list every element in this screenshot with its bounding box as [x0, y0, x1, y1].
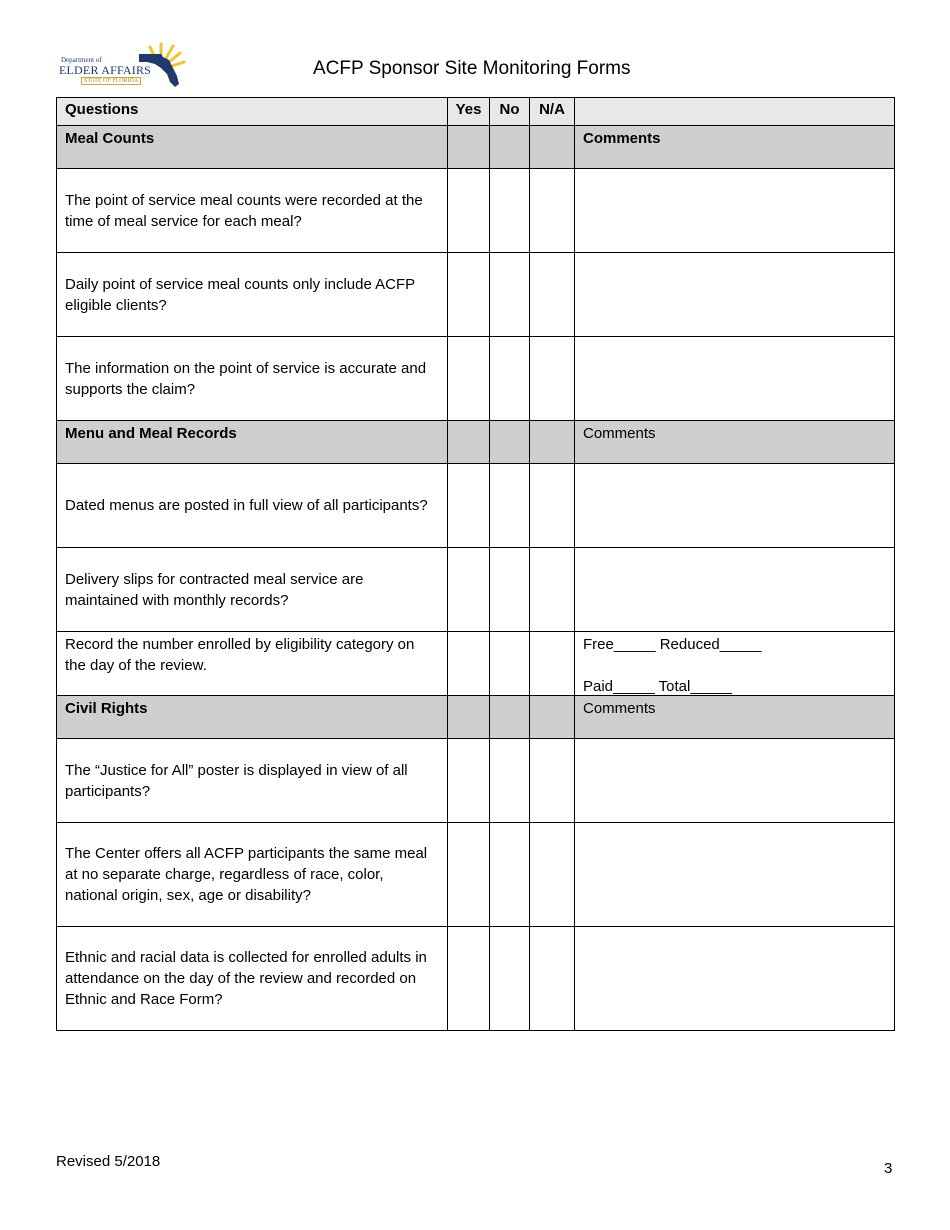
yes-cell [448, 696, 490, 739]
table-row [57, 548, 895, 632]
section-row-meal-counts [57, 126, 895, 169]
table-row [57, 169, 895, 253]
table-row [57, 739, 895, 823]
no-cell [490, 421, 530, 464]
section-row-menu-meal-records [57, 421, 895, 464]
section-comments-label: Comments [575, 696, 895, 739]
document-title: ACFP Sponsor Site Monitoring Forms [313, 58, 631, 79]
monitoring-table [56, 97, 895, 1031]
elder-affairs-logo [57, 40, 187, 88]
comments-header [575, 98, 895, 126]
comments-cell[interactable] [575, 823, 895, 927]
comments-cell[interactable] [575, 739, 895, 823]
no-cell [490, 126, 530, 169]
yes-cell[interactable] [448, 632, 490, 696]
no-cell[interactable] [490, 337, 530, 421]
section-title: Menu and Meal Records [57, 421, 448, 464]
revised-date: Revised 5/2018 [56, 1153, 161, 1170]
question-text: Dated menus are posted in full view of all participants? [57, 464, 448, 548]
na-cell[interactable] [530, 337, 575, 421]
yes-cell[interactable] [448, 337, 490, 421]
yes-cell[interactable] [448, 823, 490, 927]
section-comments-label: Comments [575, 421, 895, 464]
na-cell[interactable] [530, 739, 575, 823]
na-cell [530, 696, 575, 739]
question-text: The “Justice for All” poster is displayed in view of all participants? [57, 739, 448, 823]
na-cell[interactable] [530, 927, 575, 1031]
table-header-row [57, 98, 895, 126]
table-row [57, 823, 895, 927]
comments-cell[interactable] [575, 548, 895, 632]
na-cell[interactable] [530, 823, 575, 927]
enrollment-comments-cell[interactable] [575, 632, 895, 696]
comments-cell[interactable] [575, 169, 895, 253]
question-text: Daily point of service meal counts only include ACFP eligible clients? [57, 253, 448, 337]
na-cell[interactable] [530, 548, 575, 632]
yes-cell [448, 126, 490, 169]
comments-cell[interactable] [575, 927, 895, 1031]
section-title: Civil Rights [57, 696, 448, 739]
no-header: No [490, 98, 530, 126]
enrollment-row [57, 632, 895, 696]
section-comments-label: Comments [575, 126, 895, 169]
question-text: The Center offers all ACFP participants the same meal at no separate charge, regardless of race, color, national origin, sex, age or disability? [57, 823, 448, 927]
yes-cell[interactable] [448, 253, 490, 337]
yes-cell[interactable] [448, 464, 490, 548]
no-cell[interactable] [490, 548, 530, 632]
na-cell [530, 126, 575, 169]
yes-cell[interactable] [448, 739, 490, 823]
comments-cell[interactable] [575, 337, 895, 421]
yes-cell[interactable] [448, 169, 490, 253]
question-text: Record the number enrolled by eligibility category on the day of the review. [57, 632, 448, 696]
paid-total-line: Paid_____ Total_____ [583, 678, 733, 695]
section-row-civil-rights [57, 696, 895, 739]
no-cell[interactable] [490, 464, 530, 548]
table-row [57, 253, 895, 337]
no-cell [490, 696, 530, 739]
na-cell[interactable] [530, 632, 575, 696]
no-cell[interactable] [490, 823, 530, 927]
logo-state-text: STATE OF FLORIDA [81, 77, 141, 85]
no-cell[interactable] [490, 632, 530, 696]
table-row [57, 927, 895, 1031]
yes-cell[interactable] [448, 548, 490, 632]
question-text: Ethnic and racial data is collected for enrolled adults in attendance on the day of the review and recorded on Ethnic and Race Form? [57, 927, 448, 1031]
yes-cell [448, 421, 490, 464]
yes-cell[interactable] [448, 927, 490, 1031]
no-cell[interactable] [490, 169, 530, 253]
page-number: 3 [884, 1160, 893, 1177]
questions-header: Questions [57, 98, 448, 126]
question-text: Delivery slips for contracted meal service are maintained with monthly records? [57, 548, 448, 632]
na-cell[interactable] [530, 464, 575, 548]
question-text: The information on the point of service is accurate and supports the claim? [57, 337, 448, 421]
na-cell[interactable] [530, 253, 575, 337]
no-cell[interactable] [490, 253, 530, 337]
yes-header: Yes [448, 98, 490, 126]
question-text: The point of service meal counts were recorded at the time of meal service for each meal? [57, 169, 448, 253]
na-cell [530, 421, 575, 464]
table-row [57, 337, 895, 421]
section-title: Meal Counts [57, 126, 448, 169]
no-cell[interactable] [490, 927, 530, 1031]
free-reduced-line: Free_____ Reduced_____ [583, 636, 762, 653]
table-row [57, 464, 895, 548]
logo-name-text: ELDER AFFAIRS [59, 63, 152, 77]
comments-cell[interactable] [575, 253, 895, 337]
logo-dept-text: Department of [61, 56, 102, 64]
na-header: N/A [530, 98, 575, 126]
no-cell[interactable] [490, 739, 530, 823]
comments-cell[interactable] [575, 464, 895, 548]
na-cell[interactable] [530, 169, 575, 253]
